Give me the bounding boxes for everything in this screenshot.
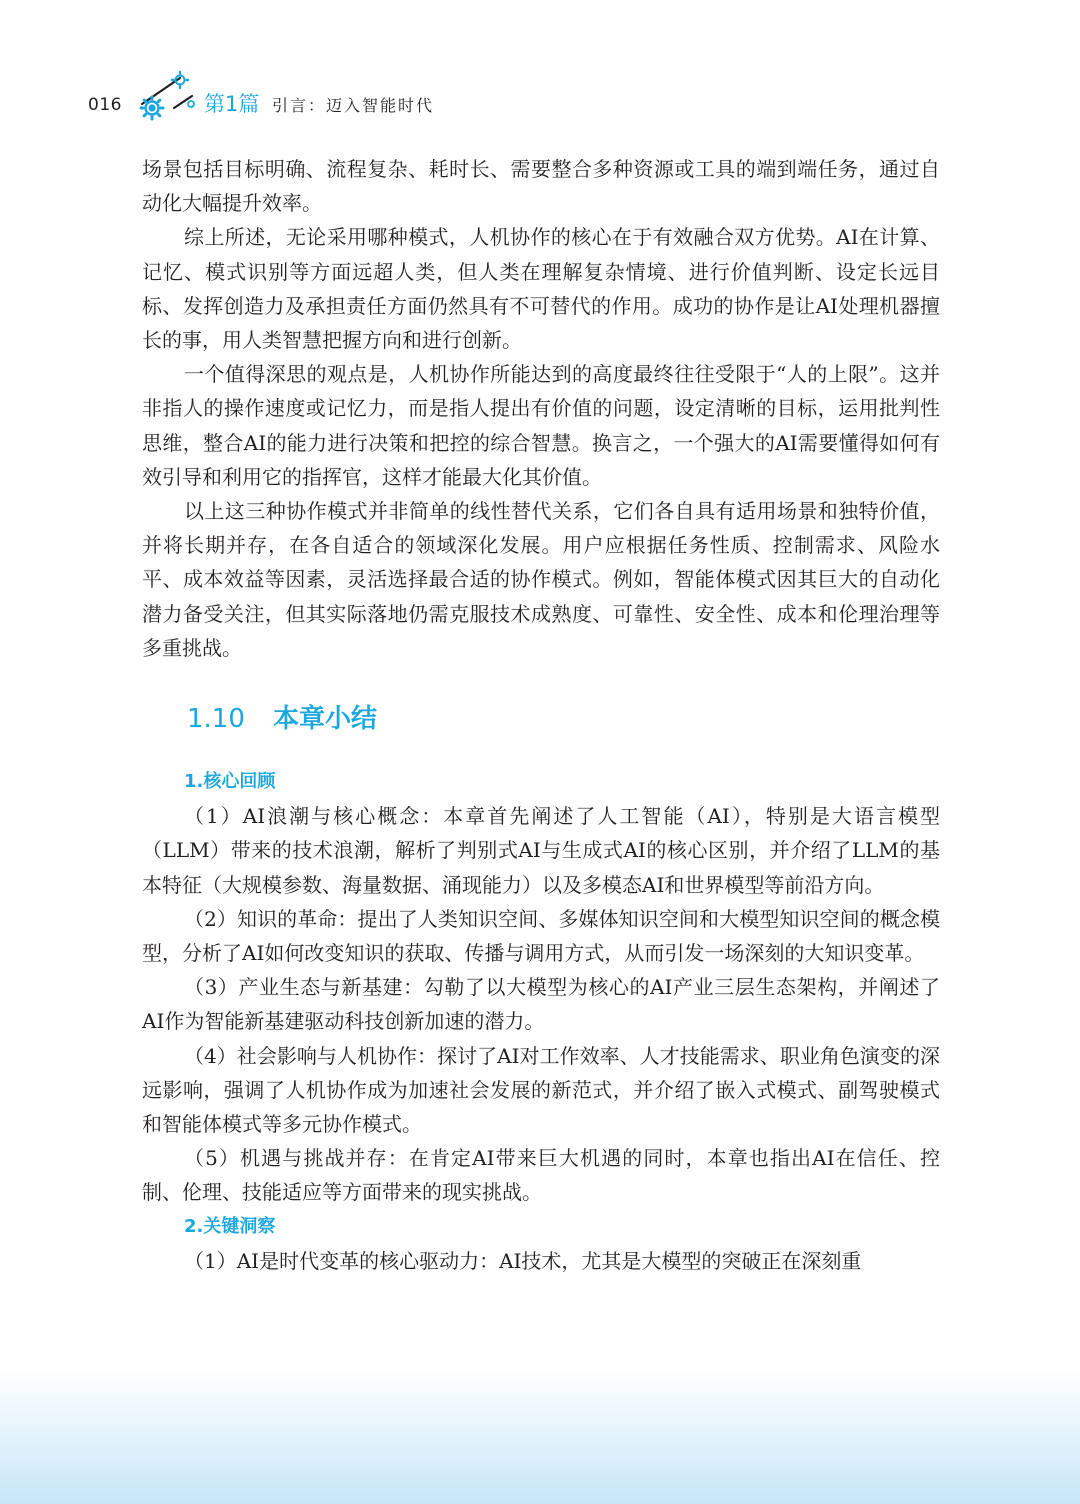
page-number: 016 <box>88 95 122 115</box>
subsection-heading: 1.核心回顾 <box>184 771 276 793</box>
paragraph: 综上所述，无论采用哪种模式，人机协作的核心在于有效融合双方优势。AI在计算、记忆、模式识别等方面远超人类，但人类在理解复杂情境、进行价值判断、设定长远目标、发挥创造力及承担责任方面仍然具有不可替代的作用。成功的协作是让AI处理机器擅长的事，用人类智慧把握方向和进行创新。 <box>142 225 940 353</box>
list-item: （5）机遇与挑战并存：在肯定AI带来巨大机遇的同时，本章也指出AI在信任、控制、伦理、技能适应等方面带来的现实挑战。 <box>142 1146 940 1205</box>
section-heading <box>187 699 940 739</box>
list-item: （4）社会影响与人机协作：探讨了AI对工作效率、人才技能需求、职业角色演变的深远影响，强调了人机协作成为加速社会发展的新范式，并介绍了嵌入式模式、副驾驶模式和智能体模式等多元协作模式。 <box>142 1043 940 1137</box>
page-header <box>0 62 1080 122</box>
list-item: （3）产业生态与新基建：勾勒了以大模型为核心的AI产业三层生态架构，并阐述了AI作为智能新基建驱动科技创新加速的潜力。 <box>142 975 940 1034</box>
list-item: （1）AI浪潮与核心概念：本章首先阐述了人工智能（AI），特别是大语言模型（LLM）带来的技术浪潮，解析了判别式AI与生成式AI的核心区别，并介绍了LLM的基本特征（大规模参数、海量数据、涌现能力）以及多模态AI和世界模型等前沿方向。 <box>142 804 940 897</box>
gear-pencil-icon <box>136 68 198 122</box>
list-item: （1）AI是时代变革的核心驱动力：AI技术，尤其是大模型的突破正在深刻重 <box>184 1248 862 1273</box>
paragraph: 场景包括目标明确、流程复杂、耗时长、需要整合多种资源或工具的端到端任务，通过自动化大幅提升效率。 <box>142 157 940 216</box>
subsection-heading: 2.关键洞察 <box>184 1215 276 1237</box>
part-label: 第1篇 <box>204 92 260 116</box>
section-number: 1.10 <box>187 704 245 735</box>
section-title: 本章小结 <box>273 704 378 735</box>
list-item: （2）知识的革命：提出了人类知识空间、多媒体知识空间和大模型知识空间的概念模型，分析了AI如何改变知识的获取、传播与调用方式，从而引发一场深刻的大知识变革。 <box>142 906 940 966</box>
part-title: 引言：迈入智能时代 <box>272 96 435 115</box>
paragraph: 一个值得深思的观点是，人机协作所能达到的高度最终往往受限于“人的上限”。这并非指人的操作速度或记忆力，而是指人提出有价值的问题，设定清晰的目标，运用批判性思维，整合AI的能力进行决策和把控的综合智慧。换言之，一个强大的AI需要懂得如何有效引导和利用它的指挥官，这样才能最大化其价值。 <box>142 362 940 489</box>
paragraph: 以上这三种协作模式并非简单的线性替代关系，它们各自具有适用场景和独特价值，并将长期并存，在各自适合的领域深化发展。用户应根据任务性质、控制需求、风险水平、成本效益等因素，灵活选择最合适的协作模式。例如，智能体模式因其巨大的自动化潜力备受关注，但其实际落地仍需克服技术成熟度、可靠性、安全性、成本和伦理治理等多重挑战。 <box>142 499 940 660</box>
footer-gradient-band <box>0 1370 1080 1504</box>
page-body <box>142 152 940 1278</box>
